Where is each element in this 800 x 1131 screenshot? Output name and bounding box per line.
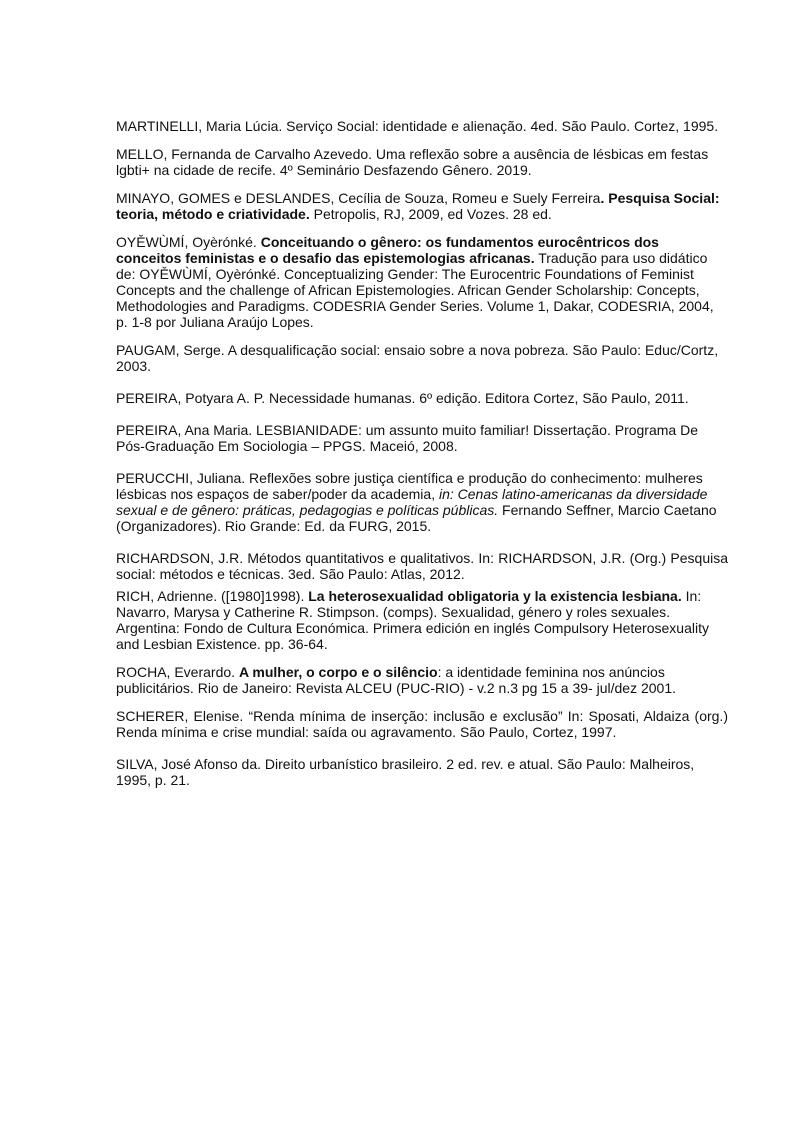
reference-entry <box>116 550 728 582</box>
reference-entry <box>116 146 728 178</box>
reference-text: In: Navarro, Marysa y Catherine R. Stimpson. (comps). Sexualidad, género y roles sexuales. Argentina: Fondo de Cultura Económica. Primera edición en inglés Compulsory Heterosexuality and Lesbian Existence. pp. 36-64. <box>116 588 709 652</box>
reference-text: PEREIRA, Potyara A. P. Necessidade humanas. 6º edição. Editora Cortez, São Paulo, 2011. <box>116 390 689 406</box>
reference-text: RICHARDSON, J.R. Métodos quantitativos e qualitativos. In: RICHARDSON, J.R. (Org.) Pesquisa social: métodos e técnicas. 3ed. São Paulo: Atlas, 2012. <box>116 550 728 582</box>
reference-entry <box>116 234 728 330</box>
reference-italic-title: in: Cenas latino-americanas da diversidade sexual e de gênero: práticas, pedagogias e políticas públicas. <box>116 486 708 518</box>
reference-bold-title: Conceituando o gênero: os fundamentos eurocêntricos dos conceitos feministas e o desafio das epistemologias africanas. <box>116 234 659 266</box>
reference-bold-title: A mulher, o corpo e o silêncio <box>238 664 438 680</box>
reference-list <box>116 118 728 800</box>
reference-text: MARTINELLI, Maria Lúcia. Serviço Social: identidade e alienação. 4ed. São Paulo. Cortez, 1995. <box>116 118 719 134</box>
reference-entry <box>116 422 728 454</box>
reference-entry <box>116 756 728 788</box>
reference-text: SILVA, José Afonso da. Direito urbanístico brasileiro. 2 ed. rev. e atual. São Paulo: Malheiros, 1995, p. 21. <box>116 756 695 788</box>
reference-text: Petropolis, RJ, 2009, ed Vozes. 28 ed. <box>309 206 552 222</box>
reference-text: PAUGAM, Serge. A desqualificação social: ensaio sobre a nova pobreza. São Paulo: Educ/Cortz, 2003. <box>116 342 719 374</box>
reference-text: Tradução para uso didático de: OYĚWÙMÍ, Oyèrónké. Conceptualizing Gender: The Eurocentric Foundations of Feminist Concepts and the challenge of African Epistemologies. African Gender Scholarship: Concepts, Methodologies and Paradigms. CODESRIA Gender Series. Volume 1, Dakar, CODESRIA, 2004, p. 1-8 por Juliana Araújo Lopes. <box>116 250 714 330</box>
reference-entry <box>116 342 728 374</box>
reference-entry <box>116 470 728 534</box>
reference-text: OYĚWÙMÍ, Oyèrónké. <box>116 234 261 250</box>
reference-entry <box>116 664 728 696</box>
reference-text: PEREIRA, Ana Maria. LESBIANIDADE: um assunto muito familiar! Dissertação. Programa De Pós-Graduação Em Sociologia – PPGS. Maceió, 2008. <box>116 422 698 454</box>
reference-text: : a identidade feminina nos anúncios publicitários. Rio de Janeiro: Revista ALCEU (PUC-RIO) - v.2 n.3 pg 15 a 39- jul/dez 2001. <box>116 664 676 696</box>
reference-entry <box>116 708 728 740</box>
reference-text: MELLO, Fernanda de Carvalho Azevedo. Uma reflexão sobre a ausência de lésbicas em festas lgbti+ na cidade de recife. 4º Seminário Desfazendo Gênero. 2019. <box>116 146 709 178</box>
reference-entry <box>116 190 728 222</box>
reference-entry <box>116 118 728 134</box>
reference-text: RICH, Adrienne. ([1980]1998). <box>116 588 309 604</box>
reference-bold-title: . Pesquisa Social: teoria, método e criatividade. <box>116 190 720 222</box>
reference-entry <box>116 588 728 652</box>
reference-text: PERUCCHI, Juliana. Reflexões sobre justiça científica e produção do conhecimento: mulheres lésbicas nos espaços de saber/poder da academia, <box>116 470 703 502</box>
reference-bold-title: La heterosexualidad obligatoria y la existencia lesbiana. <box>308 588 682 604</box>
reference-entry <box>116 390 728 406</box>
reference-text: Fernando Seffner, Marcio Caetano (Organizadores). Rio Grande: Ed. da FURG, 2015. <box>116 502 717 534</box>
reference-text: SCHERER, Elenise. “Renda mínima de inserção: inclusão e exclusão” In: Sposati, Aldaiza (org.) Renda mínima e crise mundial: saída ou agravamento. São Paulo, Cortez, 1997. <box>116 708 728 740</box>
reference-text: ROCHA, Everardo. <box>116 664 239 680</box>
reference-text: MINAYO, GOMES e DESLANDES, Cecília de Souza, Romeu e Suely Ferreira <box>116 190 601 206</box>
